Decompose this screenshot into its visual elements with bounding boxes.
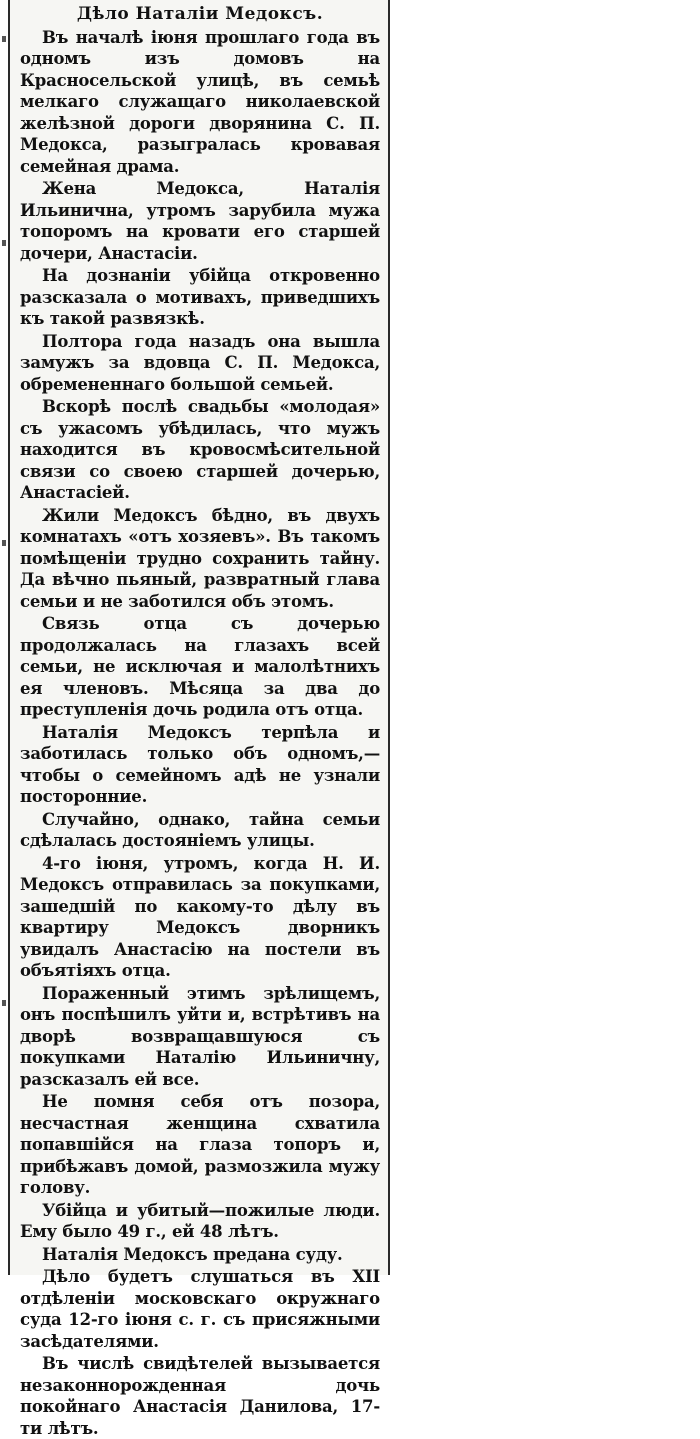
article-column	[8, 0, 390, 1438]
article-paragraph: Связь отца съ дочерью продолжалась на глазахъ всей семьи, не исключая и малолѣтнихъ ея членовъ. Мѣсяца за два до преступленiя дочь родила отъ отца.	[20, 614, 380, 719]
article-paragraph: Жена Медокса, Наталiя Ильинична, утромъ зарубила мужа топоромъ на кровати его старшей дочери, Анастасiи.	[20, 179, 380, 263]
article-paragraph: Убiйца и убитый—пожилые люди. Ему было 49 г., ей 48 лѣтъ.	[20, 1200, 380, 1241]
margin-mark	[2, 540, 6, 546]
article-paragraph: Наталiя Медоксъ предана суду.	[42, 1244, 343, 1264]
margin-mark	[2, 36, 6, 42]
margin-mark	[2, 1000, 6, 1006]
article-paragraph: Не помня себя отъ позора, несчастная женщина схватила попавшiйся на глаза топоръ и, прибѣжавъ домой, размозжила мужу голову.	[20, 1092, 380, 1197]
article-headline: Дѣло Наталiи Медоксъ.	[76, 4, 324, 24]
article-paragraph: Въ началѣ iюня прошлаго года въ одномъ изъ домовъ на Красносельской улицѣ, въ семьѣ мелкаго служащаго николаевской желѣзной дороги дворянина С. П. Медокса, разыгралась кровавая семейная драма.	[20, 27, 380, 176]
article-paragraph: Полтора года назадъ она вышла замужъ за вдовца С. П. Медокса, обремененнаго большой семьей.	[20, 331, 380, 394]
margin-mark	[2, 240, 6, 246]
article-paragraph: На дознанiи убiйца откровенно разсказала о мотивахъ, приведшихъ къ такой развязкѣ.	[20, 266, 380, 328]
article-paragraph: Наталiя Медоксъ терпѣла и заботилась только объ одномъ,—чтобы о семейномъ адѣ не узнали посторонние.	[20, 722, 380, 806]
article-paragraph: Дѣло будетъ слушаться въ XII отдѣленiи московскаго окружнаго суда 12-го iюня с. г. съ присяжными засѣдателями.	[20, 1267, 380, 1351]
article-paragraph: Случайно, однако, тайна семьи сдѣлалась достоянiемъ улицы.	[20, 809, 380, 850]
article-paragraph: Въ числѣ свидѣтелей вызывается незаконнорожденная дочь покойнаго Анастасiя Данилова, 17-ти лѣтъ.	[20, 1354, 380, 1438]
article-paragraph: Пораженный этимъ зрѣлищемъ, онъ поспѣшилъ уйти и, встрѣтивъ на дворѣ возвращавшуюся съ покупками Наталiю Ильиничну, разсказалъ ей все.	[20, 983, 380, 1089]
article-paragraph: Вскорѣ послѣ свадьбы «молодая» съ ужасомъ убѣдилась, что мужъ находится въ кровосмѣсительной связи со своею старшей дочерью, Анастасiей.	[20, 397, 380, 502]
article-paragraph: Жили Медоксъ бѣдно, въ двухъ комнатахъ «отъ хозяевъ». Въ такомъ помѣщенiи трудно сохранить тайну. Да вѣчно пьяный, развратный глава семьи и не заботился объ этомъ.	[20, 505, 380, 611]
article-paragraph: 4-го iюня, утромъ, когда Н. И. Медоксъ отправилась за покупками, зашедшiй по какому-то дѣлу въ квартиру Медоксъ дворникъ увидалъ Анастасiю на постели въ объятiяхъ отца.	[20, 853, 380, 980]
